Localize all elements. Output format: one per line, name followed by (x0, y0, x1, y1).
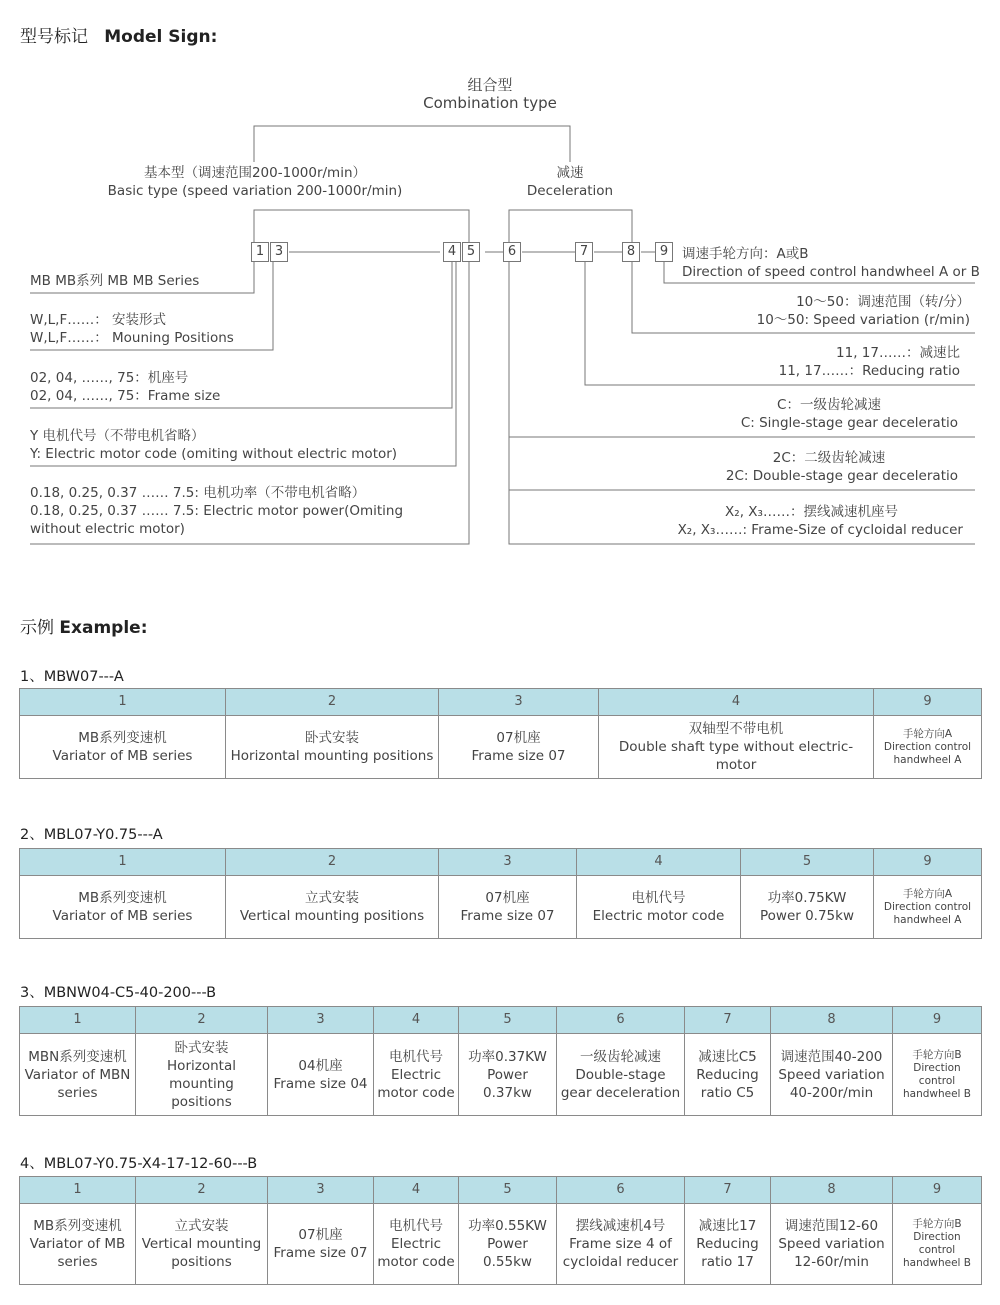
cell-cn: 07机座 (298, 1227, 343, 1243)
table-cell (459, 1204, 557, 1285)
table-header-cell: 3 (268, 1007, 374, 1034)
cell-cn: 手轮方向A (902, 727, 953, 740)
table-cell (20, 1204, 136, 1285)
table-header-cell: 8 (771, 1177, 893, 1204)
table-header-cell: 1 (20, 689, 226, 716)
example-heading (20, 613, 148, 638)
cell-en: Frame size 07 (471, 748, 566, 764)
table-header-cell: 4 (599, 689, 874, 716)
cell-en: Electric motor code (377, 1066, 455, 1101)
cell-en: Variator of MBN series (24, 1066, 131, 1101)
table-cell (20, 876, 226, 939)
cell-en: Power 0.37kw (483, 1066, 532, 1101)
table-header-cell: 5 (459, 1177, 557, 1204)
table-header-cell: 6 (557, 1177, 685, 1204)
cell-en: Direction control handwheel A (883, 740, 972, 766)
cell-cn: 手轮方向A (902, 887, 953, 900)
table-header-cell: 5 (741, 849, 874, 876)
cell-en: Electric motor code (377, 1236, 455, 1270)
position-box-8: 8 (622, 242, 640, 262)
table-header-cell: 1 (20, 1177, 136, 1204)
table-cell (685, 1034, 771, 1116)
table-header-cell: 2 (226, 689, 439, 716)
cell-cn: 减速比C5 (698, 1048, 757, 1065)
table-cell (374, 1034, 459, 1116)
combination-label-en: Combination type (423, 94, 557, 112)
table-header-cell: 5 (459, 1007, 557, 1034)
cell-cn: MB系列变速机 (78, 890, 167, 906)
cell-en: Power 0.55kw (483, 1236, 532, 1270)
position-box-9: 9 (655, 242, 673, 262)
cell-cn: 电机代号 (389, 1218, 443, 1234)
left-desc-motor-power (30, 484, 403, 538)
left-desc-motor-code (30, 427, 397, 463)
cell-cn: 一级齿轮减速 (580, 1048, 661, 1065)
basic-type-label-cn: 基本型（调速范围200-1000r/min） (143, 165, 367, 181)
table-header-cell: 9 (893, 1007, 982, 1034)
deceleration-label-en: Deceleration (526, 183, 614, 199)
table-header-cell: 7 (685, 1007, 771, 1034)
table-cell (557, 1034, 685, 1116)
table-cell (874, 876, 982, 939)
position-box-1: 1 (251, 242, 269, 262)
cell-en: Frame size 07 (460, 908, 555, 924)
example-heading-cn: 示例 (20, 618, 54, 638)
left-desc-frame-cn: 02, 04, ……, 75：机座号 (30, 370, 189, 386)
cell-cn: MB系列变速机 (78, 730, 167, 746)
table-cell (439, 876, 577, 939)
table-header-cell: 3 (439, 849, 577, 876)
table-header-cell: 1 (20, 849, 226, 876)
table-header-cell: 4 (374, 1177, 459, 1204)
table-cell (685, 1204, 771, 1285)
cell-cn: 卧式安装 (305, 730, 359, 746)
cell-en: Double-stage gear deceleration (560, 1066, 681, 1101)
right-desc-cycloidal (620, 503, 963, 539)
right-desc-speed (640, 293, 970, 329)
left-desc-mounting (30, 311, 234, 347)
table-cell (599, 716, 874, 779)
cell-cn: 功率0.75KW (767, 890, 847, 906)
cell-cn: MB系列变速机 (33, 1218, 122, 1234)
cell-cn: 功率0.37KW (468, 1048, 547, 1065)
cell-en: Electric motor code (592, 908, 725, 924)
deceleration-label (500, 164, 640, 200)
right-desc-handwheel (682, 245, 980, 281)
table-header-cell: 9 (874, 849, 982, 876)
right-desc-single-stage (640, 396, 958, 432)
cell-cn: 减速比17 (698, 1218, 757, 1234)
right-desc-double-stage-en: 2C: Double-stage gear deceleratio (725, 468, 958, 484)
position-box-3: 3 (270, 242, 288, 262)
right-desc-handwheel-cn: 调速手轮方向：A或B (682, 246, 809, 262)
cell-cn: 双轴型不带电机 (688, 721, 784, 737)
table-cell (771, 1204, 893, 1285)
cell-en: Frame size 04 (273, 1075, 368, 1092)
example-3-title: 3、MBNW04-C5-40-200---B (20, 985, 217, 1001)
cell-cn: 调速范围12-60 (784, 1218, 879, 1234)
cell-en: Power 0.75kw (759, 908, 855, 924)
cell-en: Vertical mounting positions (141, 1236, 262, 1270)
cell-en: Speed variation 12-60r/min (778, 1236, 885, 1270)
cell-en: Variator of MB series (29, 1236, 126, 1270)
cell-cn: 立式安装 (174, 1218, 229, 1234)
example-1-title: 1、MBW07---A (20, 669, 124, 685)
table-cell (874, 716, 982, 779)
left-desc-mounting-en: W,L,F……： Mouning Positions (30, 330, 234, 346)
right-desc-double-stage (640, 449, 958, 485)
example-heading-en: Example: (59, 618, 148, 638)
right-desc-ratio-cn: 11, 17……：减速比 (836, 345, 960, 361)
cell-en: Double shaft type without electric-motor (618, 739, 854, 773)
deceleration-label-cn: 减速 (556, 165, 584, 181)
cell-cn: 立式安装 (305, 890, 359, 906)
table-cell (136, 1204, 268, 1285)
cell-en: Horizontal mounting positions (167, 1057, 236, 1110)
combination-label-cn: 组合型 (467, 76, 513, 94)
cell-cn: 调速范围40-200 (780, 1048, 883, 1065)
basic-type-label-en: Basic type (speed variation 200-1000r/min) (107, 183, 403, 199)
table-header-cell: 9 (874, 689, 982, 716)
left-desc-series: MB MB系列 MB MB Series (30, 273, 200, 289)
cell-en: Speed variation 40-200r/min (778, 1066, 885, 1101)
left-desc-motor-power-en2: without electric motor) (30, 521, 185, 537)
right-desc-speed-en: 10～50: Speed variation (r/min) (756, 312, 970, 328)
cell-cn: 电机代号 (631, 890, 686, 906)
cell-cn: 功率0.55KW (468, 1218, 547, 1234)
example-3-table (19, 1006, 982, 1116)
table-cell (741, 876, 874, 939)
cell-en: Reducing ratio 17 (696, 1236, 759, 1270)
example-4-title: 4、MBL07-Y0.75-X4-17-12-60---B (20, 1156, 258, 1172)
right-desc-handwheel-en: Direction of speed control handwheel A or B (682, 264, 980, 280)
basic-type-label (60, 164, 450, 200)
cell-cn: 手轮方向B (912, 1218, 962, 1230)
cell-cn: 手轮方向B (912, 1048, 962, 1061)
cell-en: Direction control handwheel A (883, 900, 972, 926)
left-desc-motor-power-cn: 0.18, 0.25, 0.37 …… 7.5: 电机功率（不带电机省略） (30, 485, 366, 501)
left-desc-motor-code-en: Y: Electric motor code (omiting without electric motor) (30, 446, 398, 462)
cell-cn: 07机座 (485, 890, 530, 906)
table-cell (226, 876, 439, 939)
table-header-cell: 4 (577, 849, 741, 876)
table-cell (136, 1034, 268, 1116)
example-1-table (19, 688, 982, 779)
right-desc-cycloidal-cn: X₂, X₃……：摆线减速机座号 (725, 504, 898, 520)
left-desc-frame (30, 369, 220, 405)
position-box-6: 6 (503, 242, 521, 262)
cell-cn: 电机代号 (389, 1048, 443, 1065)
example-4-table (19, 1176, 982, 1285)
cell-en: Vertical mounting positions (239, 908, 425, 924)
right-desc-cycloidal-en: X₂, X₃……: Frame-Size of cycloidal reducer (677, 522, 963, 538)
right-desc-ratio (640, 344, 960, 380)
right-desc-single-stage-cn: C：一级齿轮减速 (777, 397, 881, 413)
table-cell (226, 716, 439, 779)
table-header-cell: 2 (226, 849, 439, 876)
position-box-7: 7 (575, 242, 593, 262)
combination-label (390, 76, 590, 112)
cell-en: Variator of MB series (52, 908, 193, 924)
left-desc-motor-code-cn: Y 电机代号（不带电机省略） (30, 428, 205, 444)
table-cell (893, 1034, 982, 1116)
cell-en: Direction control handwheel B (902, 1231, 972, 1269)
table-cell (557, 1204, 685, 1285)
table-cell (268, 1204, 374, 1285)
right-desc-single-stage-en: C: Single-stage gear deceleratio (740, 415, 958, 431)
example-2-title: 2、MBL07-Y0.75---A (20, 827, 163, 843)
model-sign-heading-en: Model Sign: (104, 27, 218, 47)
cell-en: Reducing ratio C5 (696, 1066, 759, 1101)
table-header-cell: 4 (374, 1007, 459, 1034)
table-cell (268, 1034, 374, 1116)
position-box-4: 4 (443, 242, 461, 262)
table-cell (20, 716, 226, 779)
table-cell (374, 1204, 459, 1285)
table-cell (577, 876, 741, 939)
table-cell (459, 1034, 557, 1116)
table-cell (893, 1204, 982, 1285)
table-header-cell: 3 (268, 1177, 374, 1204)
table-header-cell: 1 (20, 1007, 136, 1034)
cell-cn: 摆线减速机4号 (575, 1218, 666, 1234)
table-header-cell: 9 (893, 1177, 982, 1204)
right-desc-ratio-en: 11, 17……：Reducing ratio (778, 363, 960, 379)
table-header-cell: 2 (136, 1007, 268, 1034)
right-desc-double-stage-cn: 2C：二级齿轮减速 (772, 450, 886, 466)
cell-cn: MBN系列变速机 (28, 1048, 127, 1065)
table-header-cell: 7 (685, 1177, 771, 1204)
cell-en: Variator of MB series (52, 748, 193, 764)
cell-en: Frame size 07 (273, 1245, 368, 1261)
cell-en: Horizontal mounting positions (230, 748, 434, 764)
left-desc-mounting-cn: W,L,F……： 安装形式 (30, 312, 167, 328)
table-cell (771, 1034, 893, 1116)
table-header-cell: 8 (771, 1007, 893, 1034)
position-box-5: 5 (462, 242, 480, 262)
table-cell (439, 716, 599, 779)
table-header-cell: 3 (439, 689, 599, 716)
example-2-table (19, 848, 982, 939)
model-sign-heading-cn: 型号标记 (20, 27, 88, 47)
cell-cn: 04机座 (298, 1057, 343, 1074)
table-header-cell: 2 (136, 1177, 268, 1204)
cell-en: Direction control handwheel B (902, 1061, 972, 1100)
cell-en: Frame size 4 of cycloidal reducer (562, 1236, 679, 1270)
table-cell (20, 1034, 136, 1116)
left-desc-motor-power-en: 0.18, 0.25, 0.37 …… 7.5: Electric motor power(Omiting (30, 503, 404, 519)
right-desc-speed-cn: 10～50：调速范围（转/分） (796, 294, 970, 310)
table-header-cell: 6 (557, 1007, 685, 1034)
cell-cn: 07机座 (496, 730, 541, 746)
left-desc-frame-en: 02, 04, ……, 75：Frame size (30, 388, 221, 404)
cell-cn: 卧式安装 (174, 1039, 229, 1056)
